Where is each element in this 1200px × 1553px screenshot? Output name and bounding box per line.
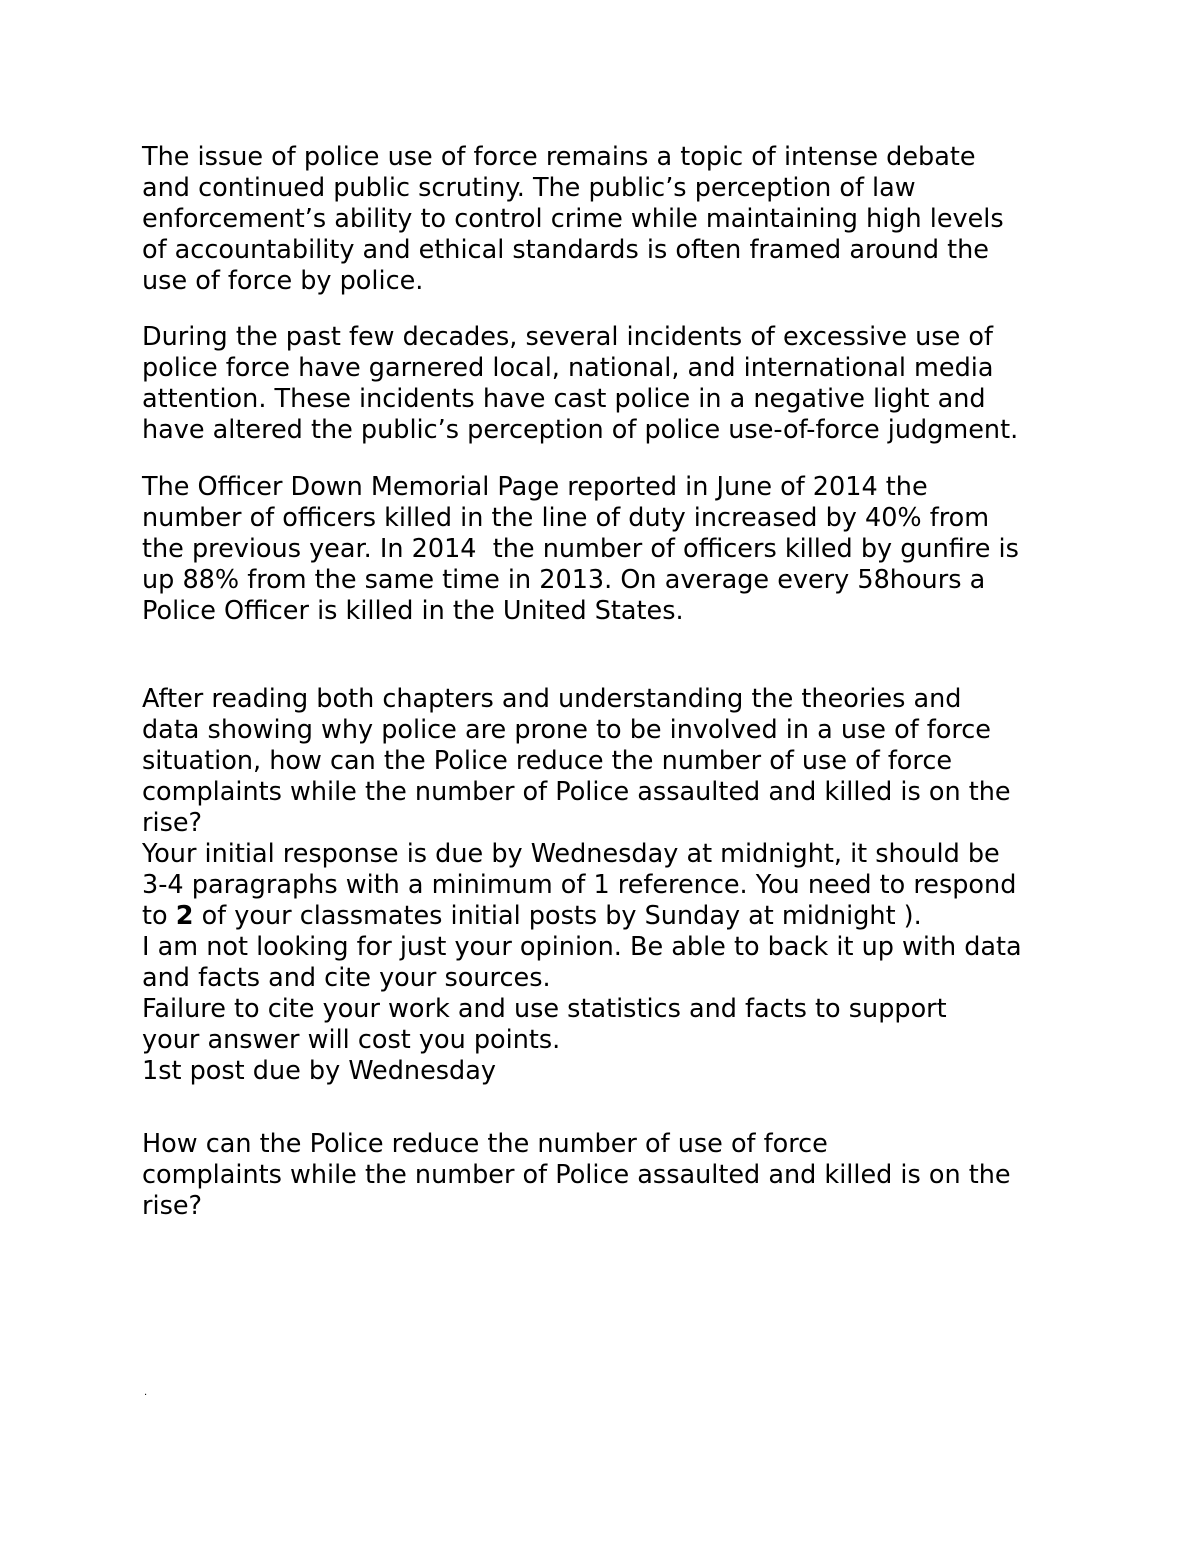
paragraph-discussion-question	[142, 1129, 1082, 1222]
text-line: complaints while the number of Police assaulted and killed is on the	[142, 777, 1011, 807]
text-line: number of officers killed in the line of duty increased by 40% from	[142, 503, 990, 533]
text-fragment: of your classmates initial posts by Sunday at midnight ).	[193, 901, 922, 931]
text-line: During the past few decades, several incidents of excessive use of	[142, 322, 993, 352]
text-line: 3-4 paragraphs with a minimum of 1 reference. You need to respond	[142, 870, 1017, 900]
text-line: situation, how can the Police reduce the number of use of force	[142, 746, 953, 776]
text-line: rise?	[142, 808, 203, 838]
text-line: your answer will cost you points.	[142, 1025, 561, 1055]
paragraph-officer-down-statistics	[142, 472, 1082, 627]
bold-count: 2	[175, 901, 194, 931]
text-line: enforcement’s ability to control crime while maintaining high levels	[142, 204, 1004, 234]
text-line: complaints while the number of Police assaulted and killed is on the	[142, 1160, 1011, 1190]
text-line: up 88% from the same time in 2013. On average every 58hours a	[142, 565, 986, 595]
text-fragment: to	[142, 901, 176, 931]
text-line: Police Officer is killed in the United States.	[142, 596, 684, 626]
text-line: Your initial response is due by Wednesday at midnight, it should be	[142, 839, 1000, 869]
text-line: Failure to cite your work and use statistics and facts to support	[142, 994, 947, 1024]
text-line: the previous year. In 2014 the number of officers killed by gunfire is	[142, 534, 1019, 564]
text-line: data showing why police are prone to be involved in a use of force	[142, 715, 991, 745]
text-line: of accountability and ethical standards is often framed around the	[142, 235, 989, 265]
text-line: How can the Police reduce the number of use of force	[142, 1129, 828, 1159]
text-line: 1st post due by Wednesday	[142, 1056, 496, 1086]
text-line: The issue of police use of force remains a topic of intense debate	[142, 142, 976, 172]
text-line: police force have garnered local, national, and international media	[142, 353, 994, 383]
text-line: have altered the public’s perception of police use-of-force judgment.	[142, 415, 1019, 445]
text-line: attention. These incidents have cast police in a negative light and	[142, 384, 986, 414]
text-line: rise?	[142, 1191, 203, 1221]
paragraph-media-incidents	[142, 322, 1082, 446]
paragraph-use-of-force-debate	[142, 142, 1082, 297]
text-line: use of force by police.	[142, 266, 424, 296]
paragraph-assignment-instructions	[142, 684, 1082, 1087]
text-line: The Officer Down Memorial Page reported in June of 2014 the	[142, 472, 928, 502]
text-line-respond-count	[142, 901, 1082, 932]
text-line: and continued public scrutiny. The public’s perception of law	[142, 173, 916, 203]
trailing-mark: .	[144, 1387, 148, 1398]
text-line: After reading both chapters and understanding the theories and	[142, 684, 962, 714]
text-line: and facts and cite your sources.	[142, 963, 551, 993]
text-line: I am not looking for just your opinion. Be able to back it up with data	[142, 932, 1022, 962]
